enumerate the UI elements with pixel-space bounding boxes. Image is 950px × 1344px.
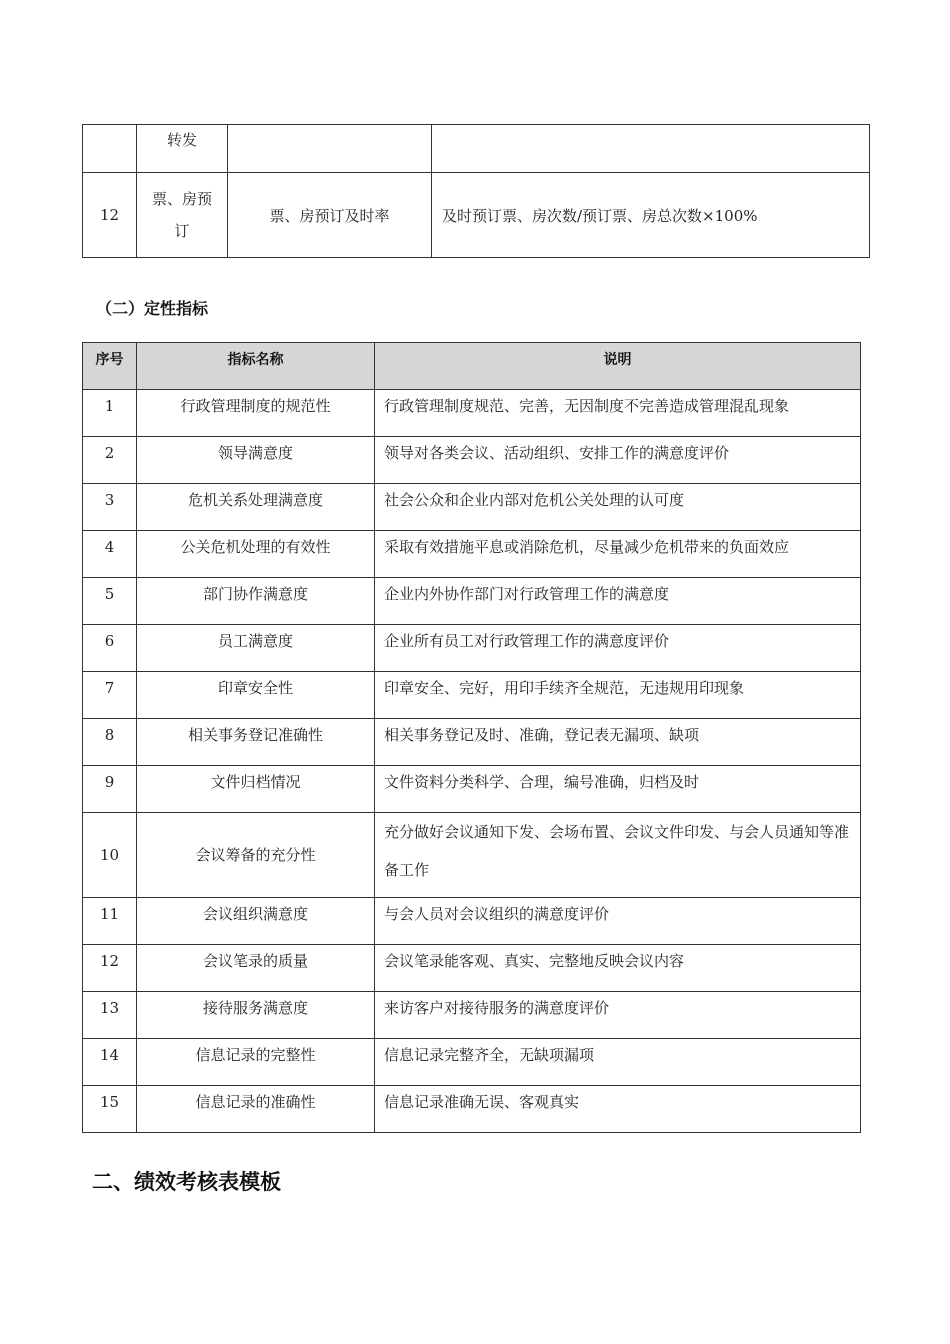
- indicator-description: [432, 125, 870, 173]
- indicator-description: 信息记录完整齐全，无缺项漏项: [375, 1039, 861, 1086]
- column-header-number: 序号: [83, 343, 137, 390]
- qualitative-indicators-table: [82, 342, 861, 1133]
- table-row: [83, 992, 861, 1039]
- indicator-name: 票、房预订及时率: [228, 173, 432, 258]
- item-name-line: 转发: [166, 131, 197, 149]
- indicator-description: 印章安全、完好，用印手续齐全规范，无违规用印现象: [375, 672, 861, 719]
- indicator-description: 与会人员对会议组织的满意度评价: [375, 898, 861, 945]
- table-row: [83, 484, 861, 531]
- row-number: 1: [83, 390, 137, 437]
- table-row: [83, 1086, 861, 1133]
- indicator-name: 部门协作满意度: [137, 578, 375, 625]
- row-number: 15: [83, 1086, 137, 1133]
- indicator-description: 文件资料分类科学、合理，编号准确，归档及时: [375, 766, 861, 813]
- indicator-description: 领导对各类会议、活动组织、安排工作的满意度评价: [375, 437, 861, 484]
- indicator-name: 接待服务满意度: [137, 992, 375, 1039]
- indicator-description: 及时预订票、房次数/预订票、房总次数×100%: [432, 173, 870, 258]
- indicator-description: 采取有效措施平息或消除危机，尽量减少危机带来的负面效应: [375, 531, 861, 578]
- row-number: 4: [83, 531, 137, 578]
- row-number: 14: [83, 1039, 137, 1086]
- indicator-name: 公关危机处理的有效性: [137, 531, 375, 578]
- table-row: [83, 813, 861, 898]
- table-row: [83, 1039, 861, 1086]
- indicator-name: 印章安全性: [137, 672, 375, 719]
- table-row: [83, 390, 861, 437]
- section-heading-qualitative: （二）定性指标: [96, 299, 209, 318]
- row-number: 13: [83, 992, 137, 1039]
- table-row: [83, 531, 861, 578]
- continuation-table: [82, 124, 870, 258]
- column-header-description: 说明: [375, 343, 861, 390]
- row-number: 2: [83, 437, 137, 484]
- table-row: [83, 945, 861, 992]
- indicator-description: 信息记录准确无误、客观真实: [375, 1086, 861, 1133]
- row-number: 11: [83, 898, 137, 945]
- table-row: [83, 125, 870, 173]
- indicator-name: [228, 125, 432, 173]
- table-row: [83, 437, 861, 484]
- table-row: [83, 625, 861, 672]
- indicator-description: 相关事务登记及时、准确，登记表无漏项、缺项: [375, 719, 861, 766]
- indicator-name: 信息记录的准确性: [137, 1086, 375, 1133]
- table-row: [83, 578, 861, 625]
- row-number: 7: [83, 672, 137, 719]
- item-name-line: 票、房预: [151, 190, 212, 208]
- indicator-description: 充分做好会议通知下发、会场布置、会议文件印发、与会人员通知等准备工作: [375, 813, 861, 898]
- table-row: [83, 898, 861, 945]
- indicator-description: 行政管理制度规范、完善，无因制度不完善造成管理混乱现象: [375, 390, 861, 437]
- row-number: 3: [83, 484, 137, 531]
- row-number: 10: [83, 813, 137, 898]
- item-name: [137, 125, 228, 173]
- row-number: 12: [83, 945, 137, 992]
- section-heading-template: 二、绩效考核表模板: [92, 1170, 281, 1194]
- table-header-row: [83, 343, 861, 390]
- indicator-name: 会议筹备的充分性: [137, 813, 375, 898]
- indicator-name: 信息记录的完整性: [137, 1039, 375, 1086]
- column-header-name: 指标名称: [137, 343, 375, 390]
- row-number: 5: [83, 578, 137, 625]
- indicator-name: 危机关系处理满意度: [137, 484, 375, 531]
- item-name-line: 订: [174, 222, 190, 240]
- row-number: 12: [83, 173, 137, 258]
- item-name: [137, 173, 228, 258]
- indicator-name: 相关事务登记准确性: [137, 719, 375, 766]
- indicator-name: 文件归档情况: [137, 766, 375, 813]
- indicator-description: 会议笔录能客观、真实、完整地反映会议内容: [375, 945, 861, 992]
- row-number: [83, 125, 137, 173]
- indicator-description: 企业所有员工对行政管理工作的满意度评价: [375, 625, 861, 672]
- indicator-name: 行政管理制度的规范性: [137, 390, 375, 437]
- table-row: [83, 766, 861, 813]
- row-number: 6: [83, 625, 137, 672]
- indicator-name: 会议笔录的质量: [137, 945, 375, 992]
- indicator-name: 员工满意度: [137, 625, 375, 672]
- indicator-name: 领导满意度: [137, 437, 375, 484]
- table-row: [83, 672, 861, 719]
- indicator-description: 社会公众和企业内部对危机公关处理的认可度: [375, 484, 861, 531]
- indicator-description: 来访客户对接待服务的满意度评价: [375, 992, 861, 1039]
- indicator-description: 企业内外协作部门对行政管理工作的满意度: [375, 578, 861, 625]
- row-number: 9: [83, 766, 137, 813]
- indicator-name: 会议组织满意度: [137, 898, 375, 945]
- table-row: [83, 719, 861, 766]
- row-number: 8: [83, 719, 137, 766]
- table-row: [83, 173, 870, 258]
